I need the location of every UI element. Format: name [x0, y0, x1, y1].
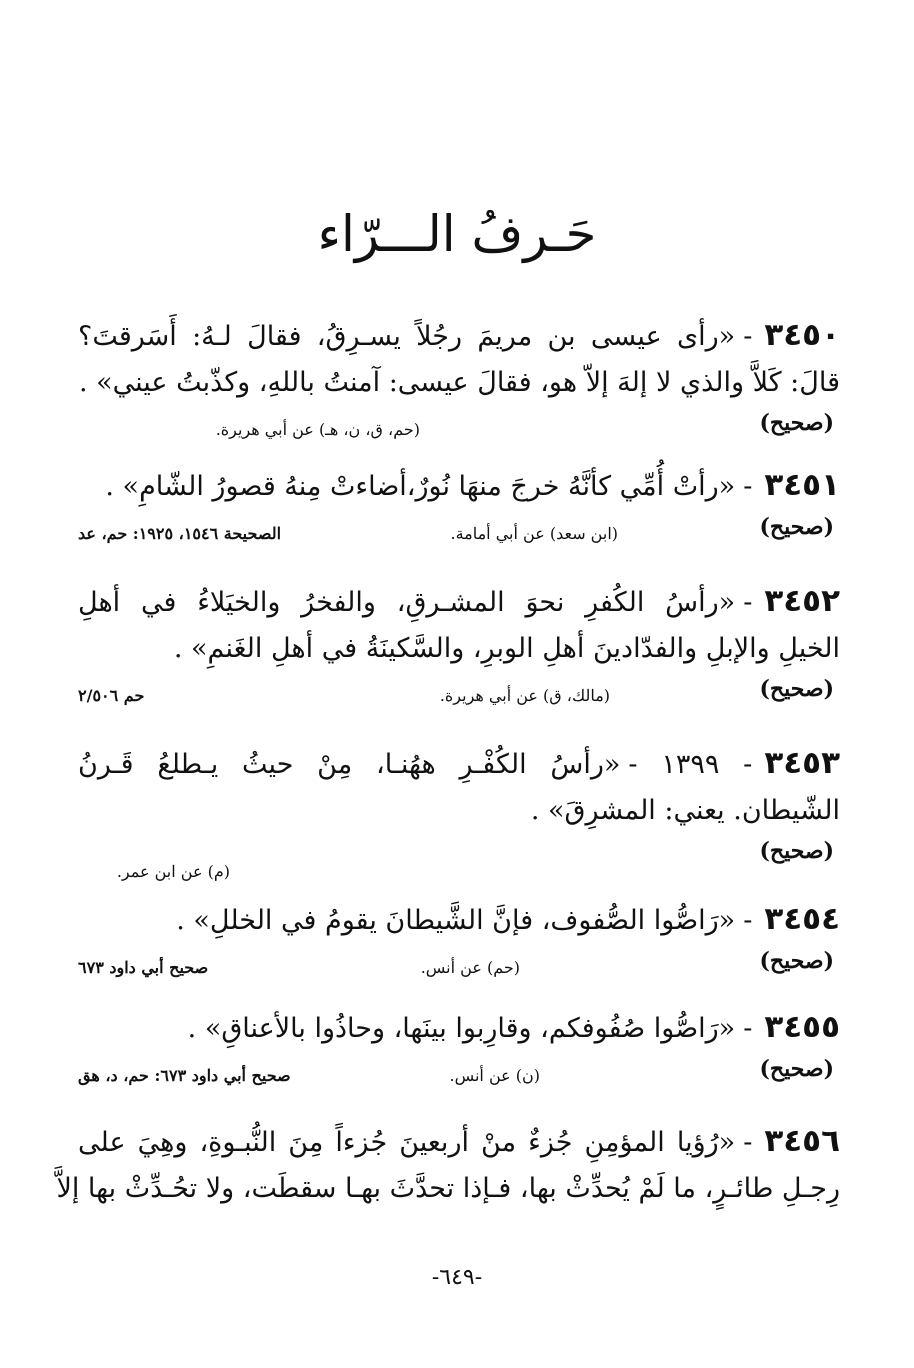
grade-label: (صحيح) — [759, 1056, 834, 1082]
hadith-text: «رأتْ أُمِّي كأنَّهُ خرجَ منهَا نُورٌ،أضاءتْ مِنهُ قصورُ الشّامِ» . — [105, 471, 736, 502]
hadith-entry — [78, 1004, 840, 1090]
grade-label: (صحيح) — [759, 948, 834, 974]
source-citation: (ن) عن أنس. — [449, 1066, 540, 1085]
hadith-line — [78, 896, 840, 944]
separator-dash: - — [743, 321, 753, 352]
hadith-entry — [78, 462, 840, 548]
hadith-text: «رَاصُّوا الصُّفوف، فإنَّ الشَّيطانَ يقومُ في الخللِ» . — [176, 905, 736, 936]
hadith-line: الشّيطان. يعني: المشرِقَ» . — [530, 795, 840, 826]
hadith-entry — [78, 578, 840, 710]
reference-line — [78, 948, 840, 982]
hadith-line — [78, 462, 840, 510]
source-citation: (حم، ق، ن، هـ) عن أبي هريرة. — [215, 420, 420, 439]
hadith-number: ٣٤٥٦ — [764, 1123, 840, 1159]
hadith-line — [78, 578, 840, 626]
hadith-entry — [78, 312, 840, 444]
reference-line — [78, 838, 840, 884]
separator-dash: - — [743, 1127, 753, 1158]
reference-line — [78, 410, 840, 444]
hadith-line — [78, 1118, 840, 1166]
page-number: -٦٤٩- — [431, 1265, 483, 1290]
hadith-line: الخيلِ والإبلِ والفدّادينَ أهلِ الوبرِ، والسَّكينَةُ في أهلِ الغَنمِ» . — [173, 633, 840, 664]
separator-dash: - — [743, 587, 753, 618]
extra-reference: حم ٢/٥٠٦ — [78, 686, 145, 705]
hadith-entry — [56, 1118, 840, 1212]
hadith-line — [78, 740, 840, 788]
hadith-number: ٣٤٥٣ — [764, 745, 840, 781]
hadith-line: قالَ: كَلاَّ والذي لا إلهَ إلاّ هو، فقالَ عيسى: آمنتُ باللهِ، وكذّبتُ عيني» . — [78, 367, 840, 398]
hadith-entry — [78, 896, 840, 982]
grade-label: (صحيح) — [759, 514, 834, 540]
reference-line — [78, 676, 840, 710]
hadith-number: ٣٤٥٤ — [764, 901, 840, 937]
hadith-text: «رأى عيسى بن مريمَ رجُلاً يسـرِقُ، فقالَ لـهُ: أَسَرقتَ؟ — [78, 321, 736, 352]
separator-dash: - — [743, 905, 753, 936]
hadith-text: «رأسُ الكُفْـرِ ههُنـا، مِنْ حيثُ يـطلعُ قَـرنُ — [78, 749, 621, 780]
hadith-entry — [78, 740, 840, 884]
extra-reference: الصحيحة ١٥٤٦، ١٩٢٥: حم، عد — [78, 524, 282, 543]
reference-line — [78, 514, 840, 548]
source-citation: (حم) عن أنس. — [420, 958, 520, 977]
chapter-heading: حَـرفُ الـــرّاء — [317, 205, 597, 263]
hadith-text: «رُؤيا المؤمِنِ جُزءٌ منْ أربعينَ جُزءاً مِنَ النُّبـوةِ، وهِيَ على — [78, 1127, 736, 1158]
separator-dash: - — [743, 1013, 753, 1044]
hadith-line — [78, 312, 840, 360]
extra-reference: صحيح أبي داود ٦٧٣: حم، د، هق — [78, 1066, 291, 1085]
separator-dash: - ١٣٩٩ - — [628, 749, 753, 780]
hadith-text: «رأسُ الكُفرِ نحوَ المشـرقِ، والفخرُ والخيَلاءُ في أهلِ — [78, 587, 736, 618]
grade-label: (صحيح) — [759, 838, 834, 864]
hadith-text: «رَاصُّوا صُفُوفكم، وقارِبوا بينَها، وحاذُوا بالأعناقِ» . — [187, 1013, 736, 1044]
hadith-line: رِجـلِ طائـرٍ، ما لَمْ يُحدِّثْ بها، فـإذا تحدَّثَ بهـا سقطَت، ولا تحُـدِّثْ بها إلاَّ — [56, 1173, 840, 1204]
hadith-line — [78, 1004, 840, 1052]
reference-line — [78, 1056, 840, 1090]
extra-reference: صحيح أبي داود ٦٧٣ — [78, 958, 209, 977]
source-citation: (مالك، ق) عن أبي هريرة. — [439, 686, 610, 705]
separator-dash: - — [743, 471, 753, 502]
grade-label: (صحيح) — [759, 676, 834, 702]
hadith-number: ٣٤٥١ — [764, 467, 840, 503]
source-citation: (م) عن ابن عمر. — [116, 862, 230, 881]
hadith-number: ٣٤٥٥ — [764, 1009, 840, 1045]
grade-label: (صحيح) — [759, 410, 834, 436]
hadith-number: ٣٤٥٢ — [764, 583, 840, 619]
hadith-number: ٣٤٥٠ — [764, 317, 840, 353]
source-citation: (ابن سعد) عن أبي أمامة. — [450, 524, 618, 543]
